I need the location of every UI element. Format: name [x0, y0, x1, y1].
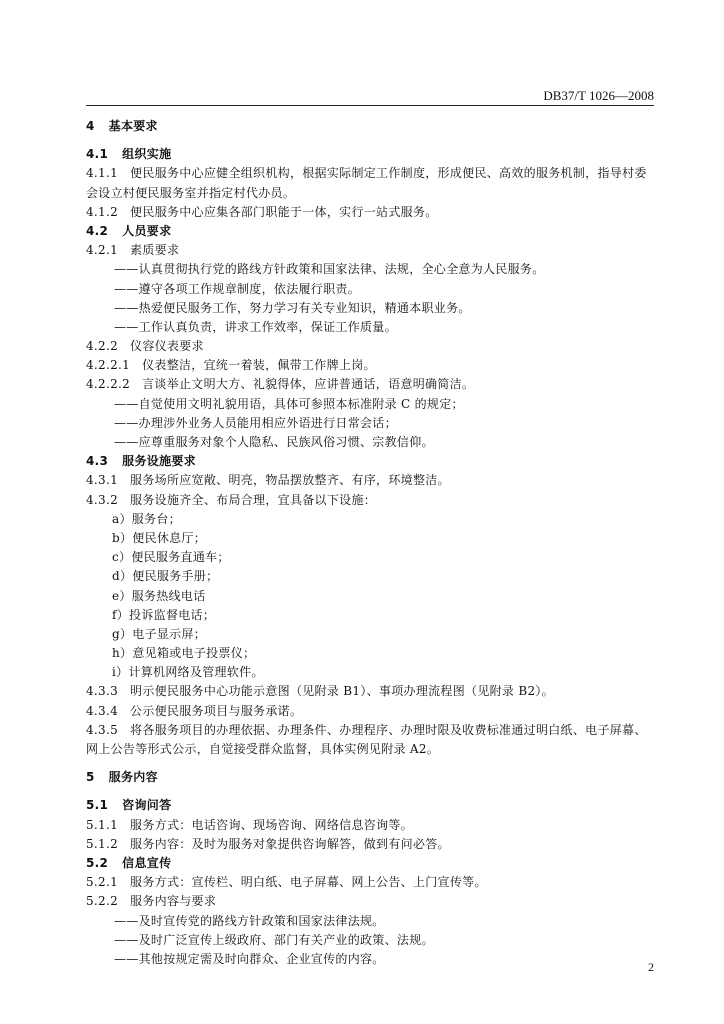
clause — [86, 816, 656, 835]
clause-number: 5.2 — [86, 856, 109, 870]
clause-text: g）电子显示屏； — [112, 626, 207, 641]
clause-text: ——及时广泛宣传上级政府、部门有关产业的政策、法规。 — [114, 932, 434, 947]
clause — [86, 241, 656, 260]
clause-number: 4.1.2 — [86, 204, 119, 219]
clause-number: 4.3.2 — [86, 492, 119, 507]
clause-text: 便民服务中心应集各部门职能于一体，实行一站式服务。 — [130, 204, 438, 219]
clause-text: 仪表整洁，宜统一着装，佩带工作牌上岗。 — [142, 358, 376, 373]
clause-text: ——自觉使用文明礼貌用语，具体可参照本标准附录 C 的规定； — [114, 396, 464, 411]
clause-text: f）投诉监督电话； — [112, 607, 216, 622]
standard-code: DB37/T 1026—2008 — [543, 88, 654, 103]
clause — [86, 203, 656, 222]
clause-text: c）便民服务直通车； — [112, 550, 230, 565]
clause-text: ——办理涉外业务人员能用相应外语进行日常会话； — [114, 415, 397, 430]
dash-item — [86, 912, 656, 931]
clause-number: 5.2.1 — [86, 875, 119, 890]
dash-item — [86, 950, 656, 969]
spacer — [86, 108, 656, 117]
section-heading — [86, 796, 656, 815]
clause — [86, 721, 656, 759]
list-item — [86, 644, 656, 663]
dash-item — [86, 318, 656, 337]
list-item — [86, 663, 656, 682]
section-heading — [86, 222, 656, 241]
clause-number: 4.2.2 — [86, 339, 119, 354]
clause-text: 服务方式：宣传栏、明白纸、电子屏幕、网上公告、上门宣传等。 — [130, 875, 487, 890]
clause-text: 言谈举止文明大方、礼貌得体，应讲普通话，语意明确简洁。 — [142, 377, 475, 392]
clause-text: 咨询问答 — [122, 798, 172, 813]
clause-text: 服务内容 — [108, 770, 158, 785]
clause-text: 基本要求 — [108, 119, 158, 133]
clause-text: 组织实施 — [122, 147, 172, 162]
clause-text: 公示便民服务项目与服务承诺。 — [130, 703, 303, 718]
clause-text: 人员要求 — [122, 223, 172, 238]
clause — [86, 375, 656, 394]
clause — [86, 356, 656, 375]
clause-text: 将各服务项目的办理依据、办理条件、办理程序、办理时限及收费标准通过明白纸、电子屏幕、网上公告等形式公示，自觉接受群众监督，具体实例见附录 A2。 — [86, 722, 647, 757]
clause — [86, 682, 656, 701]
clause-text: 服务内容：及时为服务对象提供咨询解答，做到有问必答。 — [130, 836, 450, 851]
clause-text: b）便民休息厅； — [112, 530, 207, 545]
clause-number: 4 — [86, 119, 95, 133]
clause-number: 4.1.1 — [86, 166, 119, 181]
clause-text: ——认真贯彻执行党的路线方针政策和国家法律、法规，全心全意为人民服务。 — [114, 262, 545, 277]
clause-text: ——其他按规定需及时向群众、企业宣传的内容。 — [114, 951, 385, 966]
clause-number: 4.2.2.1 — [86, 358, 131, 373]
clause-text: ——应尊重服务对象个人隐私、民族风俗习惯、宗教信仰。 — [114, 435, 434, 450]
clause-number: 4.2 — [86, 223, 109, 238]
clause — [86, 702, 656, 721]
clause-text: 素质要求 — [130, 243, 180, 258]
clause-text: 仪容仪表要求 — [130, 339, 204, 354]
clause-number: 4.3.1 — [86, 473, 119, 488]
list-item — [86, 510, 656, 529]
clause — [86, 873, 656, 892]
page-number: 2 — [648, 960, 654, 974]
clause-text: 明示便民服务中心功能示意图（见附录 B1）、事项办理流程图（见附录 B2）。 — [130, 684, 554, 699]
clause — [86, 337, 656, 356]
clause-number: 5.1.1 — [86, 817, 119, 832]
clause-text: d）便民服务手册； — [112, 569, 219, 584]
clause-text: a）服务台； — [112, 511, 181, 526]
clause-text: 服务场所应宽敞、明亮，物品摆放整齐、有序，环境整洁。 — [130, 473, 450, 488]
clause — [86, 491, 656, 510]
clause-text: 服务内容与要求 — [130, 894, 217, 909]
clause-number: 5 — [86, 770, 95, 785]
clause-number: 4.2.1 — [86, 243, 119, 258]
clause-text: 服务方式：电话咨询、现场咨询、网络信息咨询等。 — [130, 817, 413, 832]
clause — [86, 164, 656, 202]
section-heading — [86, 854, 656, 873]
dash-item — [86, 414, 656, 433]
list-item — [86, 587, 656, 606]
dash-item — [86, 931, 656, 950]
section-heading — [86, 452, 656, 471]
clause-text: 服务设施要求 — [122, 454, 196, 469]
clause-text: ——及时宣传党的路线方针政策和国家法律法规。 — [114, 913, 385, 928]
clause-text: e）服务热线电话 — [112, 588, 206, 603]
clause-number: 4.3.4 — [86, 703, 119, 718]
list-item — [86, 625, 656, 644]
clause-text: ——工作认真负责，讲求工作效率，保证工作质量。 — [114, 319, 397, 334]
dash-item — [86, 299, 656, 318]
list-item — [86, 529, 656, 548]
clause-text: ——遵守各项工作规章制度，依法履行职责。 — [114, 281, 361, 296]
header-rule — [86, 105, 654, 106]
clause — [86, 471, 656, 490]
spacer — [86, 759, 656, 768]
clause-text: ——热爱便民服务工作，努力学习有关专业知识，精通本职业务。 — [114, 300, 471, 315]
dash-item — [86, 433, 656, 452]
clause — [86, 835, 656, 854]
clause-text: h）意见箱或电子投票仪； — [112, 646, 256, 661]
dash-item — [86, 395, 656, 414]
dash-item — [86, 260, 656, 279]
clause-number: 5.2.2 — [86, 894, 119, 909]
clause-number: 4.3.5 — [86, 722, 119, 737]
spacer — [86, 136, 656, 145]
clause-number: 4.3.3 — [86, 684, 119, 699]
list-item — [86, 567, 656, 586]
clause-number: 5.1.2 — [86, 836, 119, 851]
clause-number: 4.2.2.2 — [86, 377, 131, 392]
spacer — [86, 787, 656, 796]
clause-number: 5.1 — [86, 798, 109, 813]
list-item — [86, 606, 656, 625]
clause-number: 4.1 — [86, 147, 109, 162]
clause — [86, 892, 656, 911]
clause-text: 信息宣传 — [122, 856, 172, 870]
dash-item — [86, 280, 656, 299]
section-heading — [86, 768, 656, 787]
clause-number: 4.3 — [86, 454, 109, 469]
clause-text: 便民服务中心应健全组织机构，根据实际制定工作制度，形成便民、高效的服务机制，指导村委会设立村便民服务室并指定村代办员。 — [86, 166, 647, 200]
section-heading — [86, 145, 656, 164]
clause-text: 服务设施齐全、布局合理，宜具备以下设施： — [130, 492, 377, 507]
clause-text: i）计算机网络及管理软件。 — [112, 665, 264, 680]
list-item — [86, 548, 656, 567]
document-body — [86, 108, 656, 969]
section-heading — [86, 117, 656, 136]
